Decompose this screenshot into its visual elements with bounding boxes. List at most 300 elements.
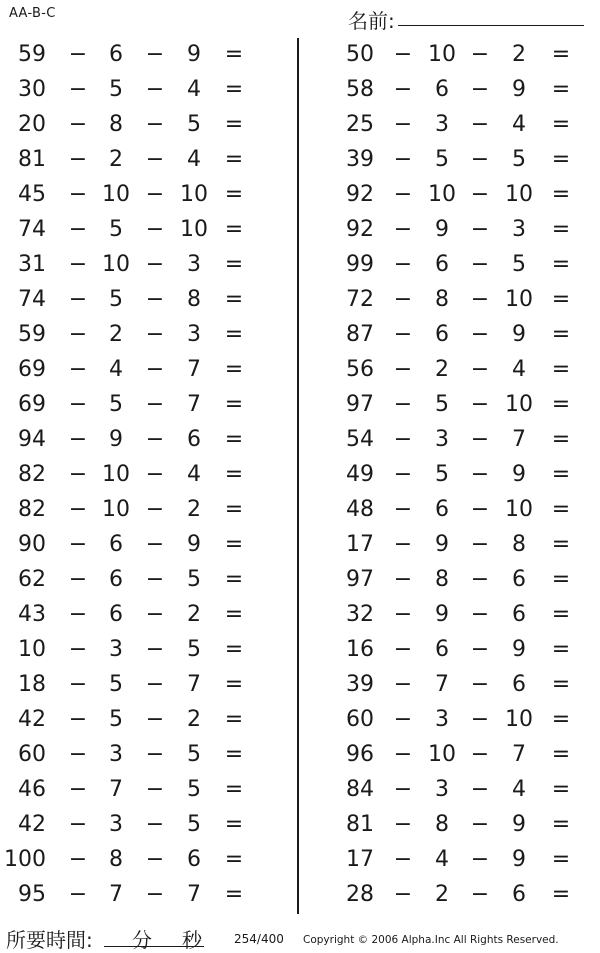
- minuend: 30: [18, 77, 46, 102]
- minus-sign: −: [68, 742, 88, 767]
- subtrahend-1: 6: [109, 602, 123, 627]
- equals-sign: =: [551, 77, 571, 102]
- subtrahend-1: 5: [109, 672, 123, 697]
- minuend: 72: [346, 287, 374, 312]
- subtrahend-2: 9: [512, 637, 526, 662]
- minus-sign: −: [470, 532, 490, 557]
- minuend: 58: [346, 77, 374, 102]
- minus-sign: −: [68, 602, 88, 627]
- subtrahend-1: 3: [435, 777, 449, 802]
- subtrahend-2: 4: [187, 147, 201, 172]
- minus-sign: −: [145, 567, 165, 592]
- subtrahend-1: 10: [102, 497, 130, 522]
- minus-sign: −: [68, 392, 88, 417]
- equals-sign: =: [551, 147, 571, 172]
- equals-sign: =: [224, 147, 244, 172]
- problem-row: [300, 73, 600, 108]
- minuend: 100: [4, 847, 46, 872]
- minus-sign: −: [68, 777, 88, 802]
- minus-sign: −: [393, 252, 413, 277]
- equals-sign: =: [224, 777, 244, 802]
- minuend: 20: [18, 112, 46, 137]
- minuend: 60: [18, 742, 46, 767]
- equals-sign: =: [551, 882, 571, 907]
- problem-row: [300, 318, 600, 353]
- minus-sign: −: [145, 287, 165, 312]
- minuend: 16: [346, 637, 374, 662]
- equals-sign: =: [551, 427, 571, 452]
- subtrahend-2: 4: [512, 112, 526, 137]
- problem-row: [300, 353, 600, 388]
- subtrahend-2: 7: [187, 357, 201, 382]
- minuend: 54: [346, 427, 374, 452]
- subtrahend-1: 2: [435, 357, 449, 382]
- minus-sign: −: [470, 812, 490, 837]
- subtrahend-2: 9: [187, 532, 201, 557]
- left-problem-column: [0, 38, 300, 913]
- minus-sign: −: [393, 882, 413, 907]
- problem-row: [300, 738, 600, 773]
- subtrahend-1: 5: [109, 287, 123, 312]
- minus-sign: −: [393, 497, 413, 522]
- problem-row: [0, 388, 300, 423]
- minus-sign: −: [470, 42, 490, 67]
- subtrahend-2: 3: [187, 252, 201, 277]
- minus-sign: −: [393, 812, 413, 837]
- equals-sign: =: [224, 637, 244, 662]
- equals-sign: =: [224, 602, 244, 627]
- minus-sign: −: [470, 847, 490, 872]
- equals-sign: =: [551, 707, 571, 732]
- problem-row: [0, 108, 300, 143]
- minuend: 82: [18, 462, 46, 487]
- minus-sign: −: [68, 42, 88, 67]
- subtrahend-2: 4: [512, 777, 526, 802]
- equals-sign: =: [224, 532, 244, 557]
- subtrahend-2: 6: [187, 427, 201, 452]
- minus-sign: −: [393, 532, 413, 557]
- problem-row: [0, 213, 300, 248]
- equals-sign: =: [551, 777, 571, 802]
- subtrahend-2: 4: [187, 462, 201, 487]
- minuend: 32: [346, 602, 374, 627]
- minus-sign: −: [68, 427, 88, 452]
- problem-row: [300, 283, 600, 318]
- subtrahend-1: 10: [102, 182, 130, 207]
- minus-sign: −: [470, 147, 490, 172]
- equals-sign: =: [551, 112, 571, 137]
- subtrahend-2: 10: [180, 182, 208, 207]
- subtrahend-1: 7: [109, 777, 123, 802]
- subtrahend-1: 8: [435, 567, 449, 592]
- subtrahend-2: 5: [512, 147, 526, 172]
- minus-sign: −: [393, 777, 413, 802]
- minuend: 84: [346, 777, 374, 802]
- problem-row: [300, 528, 600, 563]
- equals-sign: =: [551, 462, 571, 487]
- subtrahend-1: 2: [109, 322, 123, 347]
- equals-sign: =: [551, 42, 571, 67]
- problem-row: [0, 598, 300, 633]
- subtrahend-1: 6: [435, 637, 449, 662]
- problem-row: [0, 773, 300, 808]
- equals-sign: =: [551, 392, 571, 417]
- minus-sign: −: [145, 182, 165, 207]
- subtrahend-1: 8: [109, 847, 123, 872]
- equals-sign: =: [224, 427, 244, 452]
- subtrahend-1: 9: [109, 427, 123, 452]
- minuend: 10: [18, 637, 46, 662]
- minuend: 18: [18, 672, 46, 697]
- subtrahend-2: 9: [512, 462, 526, 487]
- subtrahend-1: 10: [428, 742, 456, 767]
- subtrahend-2: 7: [187, 882, 201, 907]
- equals-sign: =: [551, 602, 571, 627]
- minus-sign: −: [68, 217, 88, 242]
- minus-sign: −: [393, 707, 413, 732]
- minuend: 39: [346, 672, 374, 697]
- problem-row: [300, 773, 600, 808]
- subtrahend-1: 9: [435, 532, 449, 557]
- minus-sign: −: [145, 462, 165, 487]
- minus-sign: −: [470, 252, 490, 277]
- subtrahend-1: 3: [109, 742, 123, 767]
- equals-sign: =: [551, 252, 571, 277]
- minuend: 92: [346, 217, 374, 242]
- minus-sign: −: [393, 42, 413, 67]
- right-problem-column: [300, 38, 600, 913]
- minus-sign: −: [145, 217, 165, 242]
- minuend: 97: [346, 392, 374, 417]
- subtrahend-2: 9: [512, 812, 526, 837]
- subtrahend-1: 7: [109, 882, 123, 907]
- subtrahend-1: 10: [102, 462, 130, 487]
- minuend: 45: [18, 182, 46, 207]
- problem-row: [300, 598, 600, 633]
- minus-sign: −: [470, 182, 490, 207]
- subtrahend-1: 9: [435, 602, 449, 627]
- minus-sign: −: [470, 672, 490, 697]
- minus-sign: −: [68, 637, 88, 662]
- minus-sign: −: [145, 742, 165, 767]
- minus-sign: −: [470, 427, 490, 452]
- problem-row: [300, 563, 600, 598]
- subtrahend-2: 10: [505, 287, 533, 312]
- minus-sign: −: [470, 462, 490, 487]
- minus-sign: −: [68, 322, 88, 347]
- minus-sign: −: [145, 147, 165, 172]
- problem-row: [300, 388, 600, 423]
- subtrahend-2: 5: [187, 637, 201, 662]
- equals-sign: =: [224, 672, 244, 697]
- minus-sign: −: [68, 672, 88, 697]
- subtrahend-2: 7: [187, 392, 201, 417]
- subtrahend-2: 10: [505, 707, 533, 732]
- problem-row: [0, 458, 300, 493]
- problem-row: [0, 668, 300, 703]
- minus-sign: −: [68, 847, 88, 872]
- minuend: 59: [18, 322, 46, 347]
- subtrahend-2: 5: [187, 777, 201, 802]
- equals-sign: =: [551, 322, 571, 347]
- subtrahend-1: 2: [435, 882, 449, 907]
- minus-sign: −: [470, 637, 490, 662]
- minus-sign: −: [145, 427, 165, 452]
- minus-sign: −: [393, 322, 413, 347]
- subtrahend-1: 9: [435, 217, 449, 242]
- equals-sign: =: [224, 812, 244, 837]
- subtrahend-2: 9: [512, 322, 526, 347]
- minus-sign: −: [68, 77, 88, 102]
- problem-row: [0, 808, 300, 843]
- subtrahend-2: 8: [512, 532, 526, 557]
- problem-row: [300, 248, 600, 283]
- minus-sign: −: [145, 847, 165, 872]
- minus-sign: −: [470, 742, 490, 767]
- subtrahend-1: 8: [435, 812, 449, 837]
- minuend: 17: [346, 847, 374, 872]
- subtrahend-1: 4: [435, 847, 449, 872]
- equals-sign: =: [224, 392, 244, 417]
- problem-row: [300, 808, 600, 843]
- minuend: 81: [346, 812, 374, 837]
- problem-row: [0, 843, 300, 878]
- minus-sign: −: [393, 672, 413, 697]
- minus-sign: −: [145, 357, 165, 382]
- problem-row: [0, 283, 300, 318]
- minus-sign: −: [470, 357, 490, 382]
- subtrahend-1: 5: [435, 147, 449, 172]
- subtrahend-2: 10: [505, 497, 533, 522]
- minus-sign: −: [470, 77, 490, 102]
- subtrahend-2: 9: [187, 42, 201, 67]
- equals-sign: =: [224, 497, 244, 522]
- minus-sign: −: [393, 112, 413, 137]
- subtrahend-1: 8: [109, 112, 123, 137]
- subtrahend-2: 5: [187, 112, 201, 137]
- subtrahend-1: 6: [109, 567, 123, 592]
- subtrahend-1: 3: [109, 637, 123, 662]
- problem-row: [0, 73, 300, 108]
- minuend: 60: [346, 707, 374, 732]
- minuend: 82: [18, 497, 46, 522]
- minuend: 46: [18, 777, 46, 802]
- subtrahend-1: 10: [428, 182, 456, 207]
- subtrahend-2: 8: [187, 287, 201, 312]
- problem-row: [300, 493, 600, 528]
- problem-row: [0, 738, 300, 773]
- minus-sign: −: [393, 427, 413, 452]
- minuend: 43: [18, 602, 46, 627]
- problem-row: [300, 878, 600, 913]
- problem-row: [0, 353, 300, 388]
- equals-sign: =: [224, 742, 244, 767]
- minus-sign: −: [145, 532, 165, 557]
- minus-sign: −: [470, 602, 490, 627]
- problem-row: [300, 178, 600, 213]
- equals-sign: =: [224, 182, 244, 207]
- minus-sign: −: [393, 147, 413, 172]
- subtrahend-1: 10: [428, 42, 456, 67]
- minus-sign: −: [470, 287, 490, 312]
- problem-row: [0, 493, 300, 528]
- copyright-text: Copyright © 2006 Alpha.Inc All Rights Reserved.: [303, 934, 559, 946]
- minute-label: 分: [132, 928, 152, 952]
- worksheet-code: AA-B-C: [9, 6, 56, 21]
- subtrahend-1: 5: [109, 392, 123, 417]
- subtrahend-2: 7: [512, 427, 526, 452]
- minuend: 96: [346, 742, 374, 767]
- minus-sign: −: [470, 322, 490, 347]
- equals-sign: =: [551, 637, 571, 662]
- minus-sign: −: [470, 497, 490, 522]
- subtrahend-1: 6: [435, 252, 449, 277]
- subtrahend-2: 10: [505, 392, 533, 417]
- subtrahend-1: 3: [435, 112, 449, 137]
- subtrahend-1: 5: [109, 217, 123, 242]
- minus-sign: −: [68, 147, 88, 172]
- subtrahend-1: 3: [435, 707, 449, 732]
- name-field-line[interactable]: [398, 25, 584, 26]
- subtrahend-2: 2: [512, 42, 526, 67]
- minus-sign: −: [470, 567, 490, 592]
- minus-sign: −: [68, 882, 88, 907]
- minuend: 97: [346, 567, 374, 592]
- problem-row: [300, 423, 600, 458]
- minuend: 42: [18, 812, 46, 837]
- minus-sign: −: [393, 357, 413, 382]
- time-taken-label: 所要時間:: [6, 928, 93, 952]
- second-label: 秒: [182, 928, 202, 952]
- subtrahend-2: 6: [187, 847, 201, 872]
- minus-sign: −: [145, 602, 165, 627]
- problem-row: [300, 38, 600, 73]
- minus-sign: −: [470, 392, 490, 417]
- minus-sign: −: [145, 392, 165, 417]
- subtrahend-1: 4: [109, 357, 123, 382]
- minus-sign: −: [393, 217, 413, 242]
- equals-sign: =: [551, 497, 571, 522]
- subtrahend-2: 10: [180, 217, 208, 242]
- subtrahend-1: 6: [109, 42, 123, 67]
- problem-row: [300, 633, 600, 668]
- minuend: 39: [346, 147, 374, 172]
- equals-sign: =: [224, 357, 244, 382]
- minus-sign: −: [393, 602, 413, 627]
- minus-sign: −: [470, 882, 490, 907]
- minus-sign: −: [393, 847, 413, 872]
- problem-row: [0, 248, 300, 283]
- equals-sign: =: [551, 217, 571, 242]
- equals-sign: =: [551, 287, 571, 312]
- subtrahend-1: 6: [435, 322, 449, 347]
- problem-row: [0, 528, 300, 563]
- equals-sign: =: [551, 567, 571, 592]
- minuend: 69: [18, 357, 46, 382]
- problem-row: [300, 843, 600, 878]
- minus-sign: −: [145, 777, 165, 802]
- equals-sign: =: [551, 532, 571, 557]
- subtrahend-2: 2: [187, 707, 201, 732]
- equals-sign: =: [551, 742, 571, 767]
- minus-sign: −: [145, 672, 165, 697]
- minus-sign: −: [68, 287, 88, 312]
- equals-sign: =: [224, 287, 244, 312]
- minus-sign: −: [145, 497, 165, 522]
- equals-sign: =: [551, 672, 571, 697]
- minuend: 95: [18, 882, 46, 907]
- subtrahend-1: 8: [435, 287, 449, 312]
- minuend: 92: [346, 182, 374, 207]
- minuend: 50: [346, 42, 374, 67]
- minuend: 31: [18, 252, 46, 277]
- minus-sign: −: [145, 707, 165, 732]
- equals-sign: =: [551, 357, 571, 382]
- problem-row: [300, 668, 600, 703]
- subtrahend-2: 10: [505, 182, 533, 207]
- subtrahend-2: 7: [187, 672, 201, 697]
- subtrahend-2: 7: [512, 742, 526, 767]
- subtrahend-2: 5: [187, 742, 201, 767]
- minus-sign: −: [68, 497, 88, 522]
- equals-sign: =: [224, 322, 244, 347]
- problem-row: [0, 143, 300, 178]
- subtrahend-1: 5: [109, 77, 123, 102]
- subtrahend-2: 9: [512, 77, 526, 102]
- subtrahend-1: 6: [109, 532, 123, 557]
- minus-sign: −: [68, 112, 88, 137]
- subtrahend-1: 6: [435, 77, 449, 102]
- minus-sign: −: [68, 812, 88, 837]
- problem-row: [0, 38, 300, 73]
- problem-row: [0, 423, 300, 458]
- subtrahend-2: 6: [512, 672, 526, 697]
- equals-sign: =: [224, 112, 244, 137]
- minus-sign: −: [145, 77, 165, 102]
- equals-sign: =: [551, 182, 571, 207]
- minus-sign: −: [393, 287, 413, 312]
- subtrahend-1: 3: [109, 812, 123, 837]
- minuend: 42: [18, 707, 46, 732]
- subtrahend-2: 6: [512, 882, 526, 907]
- minuend: 56: [346, 357, 374, 382]
- subtrahend-2: 9: [512, 847, 526, 872]
- subtrahend-2: 2: [187, 602, 201, 627]
- minuend: 48: [346, 497, 374, 522]
- minus-sign: −: [68, 357, 88, 382]
- equals-sign: =: [224, 567, 244, 592]
- minuend: 87: [346, 322, 374, 347]
- problem-row: [0, 878, 300, 913]
- equals-sign: =: [551, 812, 571, 837]
- minus-sign: −: [68, 252, 88, 277]
- subtrahend-2: 5: [187, 812, 201, 837]
- minuend: 81: [18, 147, 46, 172]
- problem-row: [300, 108, 600, 143]
- minus-sign: −: [470, 217, 490, 242]
- minuend: 25: [346, 112, 374, 137]
- minus-sign: −: [470, 707, 490, 732]
- minus-sign: −: [393, 182, 413, 207]
- subtrahend-1: 2: [109, 147, 123, 172]
- equals-sign: =: [224, 77, 244, 102]
- minus-sign: −: [393, 462, 413, 487]
- subtrahend-2: 5: [187, 567, 201, 592]
- subtrahend-2: 4: [512, 357, 526, 382]
- equals-sign: =: [224, 882, 244, 907]
- subtrahend-2: 4: [187, 77, 201, 102]
- equals-sign: =: [224, 217, 244, 242]
